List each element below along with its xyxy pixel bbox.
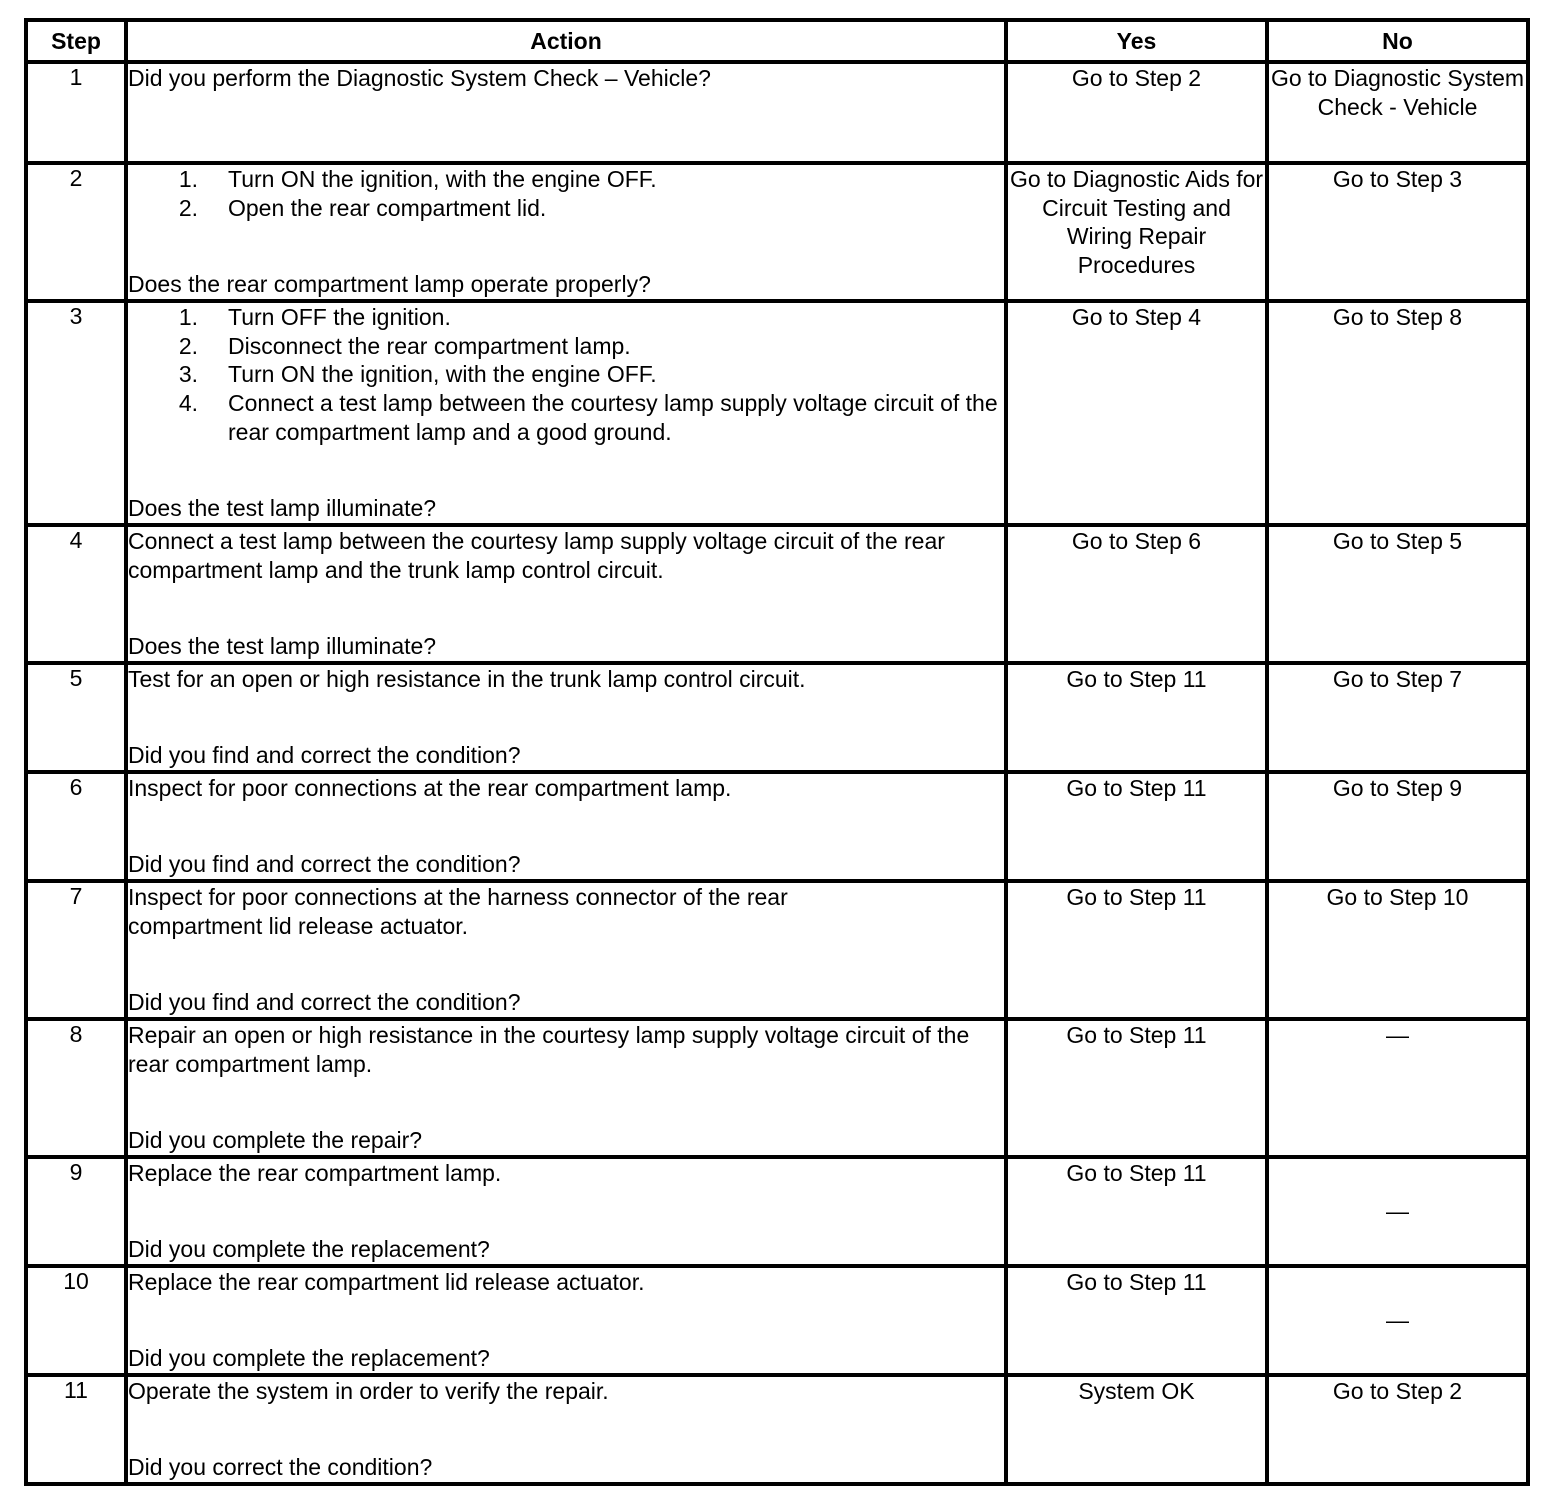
action-text: Inspect for poor connections at the rear compartment lamp. (128, 775, 732, 801)
step-number: 2 (26, 163, 126, 301)
action-cell (126, 525, 1006, 663)
no-result: — (1267, 1019, 1528, 1157)
table-row (26, 881, 1528, 1019)
action-text: Did you perform the Diagnostic System Check – Vehicle? (128, 65, 711, 91)
action-question: Did you complete the repair? (128, 1127, 423, 1154)
action-text: Replace the rear compartment lamp. (128, 1160, 502, 1186)
action-cell (126, 301, 1006, 525)
diagnostic-table (24, 18, 1530, 1486)
table-row (26, 663, 1528, 772)
yes-result: Go to Step 2 (1006, 62, 1267, 163)
action-question: Did you correct the condition? (128, 1454, 433, 1481)
table-row (26, 163, 1528, 301)
action-text: Repair an open or high resistance in the courtesy lamp supply voltage circuit of the rear compartment lamp. (128, 1022, 970, 1077)
action-text: Test for an open or high resistance in the trunk lamp control circuit. (128, 666, 806, 692)
header-no: No (1267, 20, 1528, 62)
no-result: — (1267, 1157, 1528, 1266)
action-question: Did you complete the replacement? (128, 1236, 490, 1263)
list-item: 2. Open the rear compartment lid. (178, 194, 547, 221)
table-row (26, 1375, 1528, 1484)
action-steps (128, 303, 1004, 447)
action-text: Operate the system in order to verify the repair. (128, 1378, 609, 1404)
no-result: Go to Step 7 (1267, 663, 1528, 772)
no-result: Go to Step 5 (1267, 525, 1528, 663)
action-question: Does the test lamp illuminate? (128, 495, 437, 522)
action-cell (126, 62, 1006, 163)
no-result: Go to Step 10 (1267, 881, 1528, 1019)
action-cell (126, 1375, 1006, 1484)
list-item: 1. Turn OFF the ignition. (178, 304, 451, 330)
yes-result: Go to Step 11 (1006, 772, 1267, 881)
step-number: 10 (26, 1266, 126, 1375)
step-number: 6 (26, 772, 126, 881)
table-row (26, 1266, 1528, 1375)
yes-result: Go to Step 11 (1006, 663, 1267, 772)
yes-result: Go to Step 6 (1006, 525, 1267, 663)
action-question: Did you find and correct the condition? (128, 742, 521, 769)
action-steps (128, 165, 1004, 222)
step-number: 3 (26, 301, 126, 525)
no-result: Go to Diagnostic System Check - Vehicle (1267, 62, 1528, 163)
list-item: 4. Connect a test lamp between the courtesy lamp supply voltage circuit of the rear compartment lamp and a good ground. (178, 390, 998, 445)
table-row (26, 525, 1528, 663)
step-number: 1 (26, 62, 126, 163)
step-number: 8 (26, 1019, 126, 1157)
action-cell (126, 1157, 1006, 1266)
action-question: Did you find and correct the condition? (128, 989, 521, 1016)
action-cell (126, 1019, 1006, 1157)
action-text: Replace the rear compartment lid release actuator. (128, 1269, 645, 1295)
yes-result: Go to Step 11 (1006, 1266, 1267, 1375)
action-cell (126, 1266, 1006, 1375)
action-cell (126, 163, 1006, 301)
no-result: Go to Step 9 (1267, 772, 1528, 881)
action-question: Does the rear compartment lamp operate properly? (128, 271, 651, 298)
step-number: 7 (26, 881, 126, 1019)
table-row (26, 1019, 1528, 1157)
list-item: 1. Turn ON the ignition, with the engine OFF. (178, 166, 657, 192)
action-question: Does the test lamp illuminate? (128, 633, 437, 660)
step-number: 9 (26, 1157, 126, 1266)
action-cell (126, 772, 1006, 881)
yes-result: System OK (1006, 1375, 1267, 1484)
no-result: — (1267, 1266, 1528, 1375)
action-text: Inspect for poor connections at the harness connector of the rear compartment lid release actuator. (128, 884, 788, 939)
no-result: Go to Step 2 (1267, 1375, 1528, 1484)
action-question: Did you find and correct the condition? (128, 851, 521, 878)
step-number: 4 (26, 525, 126, 663)
step-number: 11 (26, 1375, 126, 1484)
table-row (26, 1157, 1528, 1266)
table-row (26, 301, 1528, 525)
action-text: Connect a test lamp between the courtesy lamp supply voltage circuit of the rear compartment lamp and the trunk lamp control circuit. (128, 528, 945, 583)
yes-result: Go to Diagnostic Aids for Circuit Testing and Wiring Repair Procedures (1006, 163, 1267, 301)
action-cell (126, 663, 1006, 772)
yes-result: Go to Step 4 (1006, 301, 1267, 525)
header-step: Step (26, 20, 126, 62)
table-row (26, 772, 1528, 881)
no-result: Go to Step 8 (1267, 301, 1528, 525)
header-row (26, 20, 1528, 62)
action-cell (126, 881, 1006, 1019)
table-row (26, 62, 1528, 163)
list-item: 2. Disconnect the rear compartment lamp. (178, 332, 631, 359)
yes-result: Go to Step 11 (1006, 1157, 1267, 1266)
header-action: Action (126, 20, 1006, 62)
list-item: 3. Turn ON the ignition, with the engine OFF. (178, 361, 657, 388)
yes-result: Go to Step 11 (1006, 881, 1267, 1019)
yes-result: Go to Step 11 (1006, 1019, 1267, 1157)
header-yes: Yes (1006, 20, 1267, 62)
action-question: Did you complete the replacement? (128, 1345, 490, 1372)
step-number: 5 (26, 663, 126, 772)
no-result: Go to Step 3 (1267, 163, 1528, 301)
